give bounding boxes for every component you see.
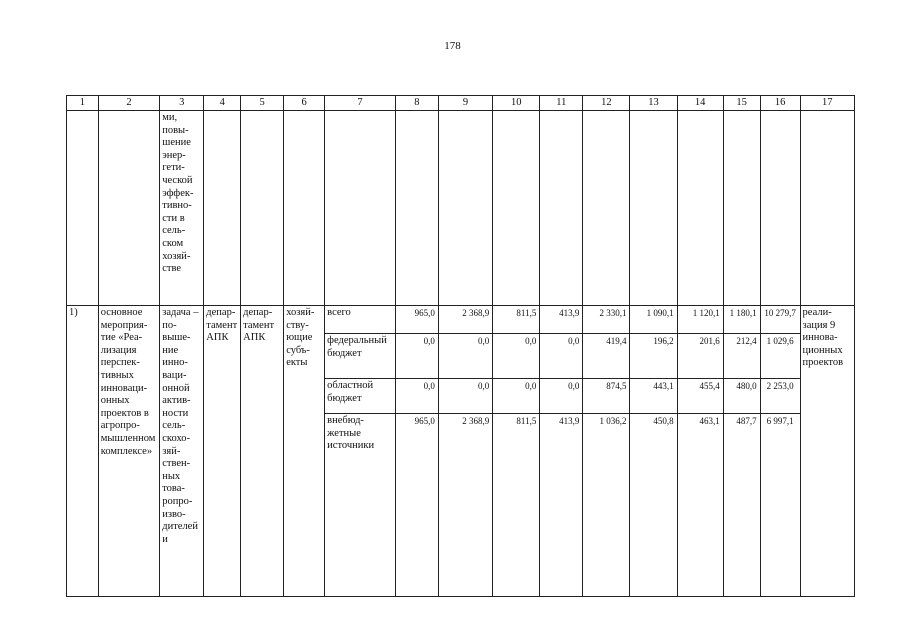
value-cell-total: 1 029,6 bbox=[760, 334, 800, 379]
column-number: 9 bbox=[438, 96, 492, 111]
value-cell: 455,4 bbox=[677, 379, 723, 414]
column-number: 17 bbox=[800, 96, 854, 111]
column-number: 8 bbox=[395, 96, 438, 111]
value-cell: 0,0 bbox=[438, 334, 492, 379]
column-number: 1 bbox=[67, 96, 99, 111]
measure-executor: департамент АПК bbox=[204, 306, 241, 597]
column-number: 14 bbox=[677, 96, 723, 111]
column-number: 3 bbox=[160, 96, 204, 111]
value-cell: 212,4 bbox=[723, 334, 760, 379]
value-cell: 874,5 bbox=[583, 379, 630, 414]
measure-responsible: департамент АПК bbox=[241, 306, 284, 597]
continuation-row bbox=[67, 111, 855, 306]
continued-task-text: ми, повышение энергетической эффективности в сельском хозяйстве bbox=[160, 111, 204, 306]
measure-participants: хозяйствующие субъекты bbox=[284, 306, 325, 597]
budget-table bbox=[66, 95, 855, 597]
funding-source: областной бюджет bbox=[325, 379, 396, 414]
column-number: 2 bbox=[98, 96, 159, 111]
value-cell: 463,1 bbox=[677, 414, 723, 597]
measure-number: 1) bbox=[67, 306, 99, 597]
value-cell: 1 180,1 bbox=[723, 306, 760, 334]
value-cell: 1 120,1 bbox=[677, 306, 723, 334]
column-number-row bbox=[67, 96, 855, 111]
column-number: 11 bbox=[540, 96, 583, 111]
column-number: 13 bbox=[630, 96, 677, 111]
value-cell: 487,7 bbox=[723, 414, 760, 597]
value-cell: 0,0 bbox=[438, 379, 492, 414]
value-cell: 0,0 bbox=[540, 379, 583, 414]
value-cell: 2 368,9 bbox=[438, 306, 492, 334]
value-cell: 480,0 bbox=[723, 379, 760, 414]
value-cell: 0,0 bbox=[493, 379, 540, 414]
value-cell: 0,0 bbox=[493, 334, 540, 379]
value-cell: 965,0 bbox=[395, 306, 438, 334]
measure-name: основное мероприятие «Реализация перспективных инновационных проектов в агропромышленном комплексе» bbox=[98, 306, 159, 597]
page-number: 178 bbox=[444, 40, 461, 52]
funding-source: внебюджетные источники bbox=[325, 414, 396, 597]
measure-result: реализация 9 инновационных проектов bbox=[800, 306, 854, 597]
value-cell: 201,6 bbox=[677, 334, 723, 379]
column-number: 4 bbox=[204, 96, 241, 111]
value-cell: 0,0 bbox=[395, 334, 438, 379]
column-number: 16 bbox=[760, 96, 800, 111]
value-cell: 1 036,2 bbox=[583, 414, 630, 597]
column-number: 5 bbox=[241, 96, 284, 111]
value-cell: 196,2 bbox=[630, 334, 677, 379]
value-cell-total: 6 997,1 bbox=[760, 414, 800, 597]
column-number: 6 bbox=[284, 96, 325, 111]
value-cell: 811,5 bbox=[493, 306, 540, 334]
column-number: 7 bbox=[325, 96, 396, 111]
value-cell: 2 368,9 bbox=[438, 414, 492, 597]
value-cell: 0,0 bbox=[540, 334, 583, 379]
column-number: 15 bbox=[723, 96, 760, 111]
value-cell: 811,5 bbox=[493, 414, 540, 597]
value-cell: 2 330,1 bbox=[583, 306, 630, 334]
table-row bbox=[67, 306, 855, 334]
value-cell: 0,0 bbox=[395, 379, 438, 414]
value-cell: 413,9 bbox=[540, 414, 583, 597]
funding-source: всего bbox=[325, 306, 396, 334]
column-number: 12 bbox=[583, 96, 630, 111]
column-number: 10 bbox=[493, 96, 540, 111]
measure-task: задача – повышение инновационной активности сельскохозяйственных товаропроизводителей и bbox=[160, 306, 204, 597]
value-cell: 1 090,1 bbox=[630, 306, 677, 334]
value-cell-total: 10 279,7 bbox=[760, 306, 800, 334]
value-cell: 419,4 bbox=[583, 334, 630, 379]
funding-source: федеральный бюджет bbox=[325, 334, 396, 379]
value-cell: 965,0 bbox=[395, 414, 438, 597]
value-cell-total: 2 253,0 bbox=[760, 379, 800, 414]
value-cell: 443,1 bbox=[630, 379, 677, 414]
value-cell: 450,8 bbox=[630, 414, 677, 597]
value-cell: 413,9 bbox=[540, 306, 583, 334]
